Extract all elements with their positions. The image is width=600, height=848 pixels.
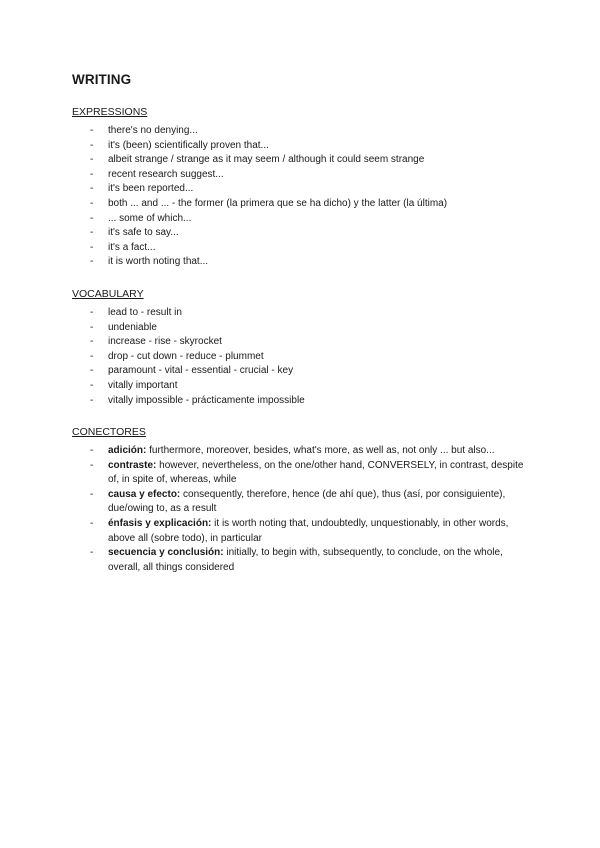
bullet-dash: - — [90, 350, 94, 362]
conectores-heading: CONECTORES — [72, 426, 146, 439]
connector-category-label: adición: — [108, 445, 147, 457]
list-item — [72, 488, 532, 517]
list-item — [72, 379, 532, 394]
connector-examples: consequently, therefore, hence (de ahí que), thus (así, por consiguiente), due/owing to, as a result — [108, 488, 506, 515]
list-item — [72, 182, 532, 197]
list-item-text: vitally important — [108, 379, 178, 391]
list-item — [72, 226, 532, 241]
list-item — [72, 241, 532, 256]
conectores-list — [72, 444, 532, 575]
document-page — [72, 72, 532, 592]
list-item — [72, 517, 532, 546]
list-item — [72, 168, 532, 183]
list-item — [72, 546, 532, 575]
list-item-text: there's no denying... — [108, 125, 198, 136]
list-item-text: it's been reported... — [108, 183, 194, 195]
list-item-text: increase - rise - skyrocket — [108, 336, 222, 348]
list-item-text: albeit strange / strange as it may seem / although it could seem strange — [108, 154, 425, 166]
connector-category-label: énfasis y explicación: — [108, 518, 212, 530]
bullet-dash: - — [90, 445, 94, 457]
list-item-text: it's (been) scientifically proven that... — [108, 139, 269, 151]
bullet-dash: - — [90, 394, 94, 406]
bullet-dash: - — [90, 197, 94, 209]
expressions-section — [72, 105, 532, 270]
bullet-dash: - — [90, 168, 94, 180]
list-item — [72, 255, 532, 270]
bullet-dash: - — [90, 488, 94, 500]
bullet-dash: - — [90, 139, 94, 151]
list-item-text: it's a fact... — [108, 241, 156, 253]
list-item — [72, 364, 532, 379]
list-item — [72, 350, 532, 365]
list-item-text: it's safe to say... — [108, 227, 179, 239]
connector-examples: furthermore, moreover, besides, what's more, as well as, not only ... but also... — [146, 445, 495, 457]
list-item-text: recent research suggest... — [108, 168, 224, 180]
bullet-dash: - — [90, 459, 94, 471]
list-item-text: it is worth noting that... — [108, 256, 209, 268]
bullet-dash: - — [90, 256, 94, 268]
list-item — [72, 139, 532, 154]
bullet-dash: - — [90, 365, 94, 377]
bullet-dash: - — [90, 154, 94, 166]
list-item-text: drop - cut down - reduce - plummet — [108, 350, 264, 362]
list-item-text: lead to - result in — [108, 306, 182, 318]
list-item-text: paramount - vital - essential - crucial - key — [108, 365, 294, 377]
list-item-text: undeniable — [108, 321, 157, 333]
bullet-dash: - — [90, 125, 94, 136]
bullet-dash: - — [90, 518, 94, 530]
bullet-dash: - — [90, 241, 94, 253]
expressions-list — [72, 124, 532, 270]
bullet-dash: - — [90, 306, 94, 318]
list-item — [72, 197, 532, 212]
vocabulary-heading: VOCABULARY — [72, 287, 144, 300]
list-item-text: vitally impossible - prácticamente impossible — [108, 394, 305, 406]
list-item — [72, 124, 532, 139]
conectores-section — [72, 425, 532, 575]
connector-examples: however, nevertheless, on the one/other hand, CONVERSELY, in contrast, despite of, in spite of, whereas, while — [108, 459, 524, 486]
connector-category-label: secuencia y conclusión: — [108, 547, 224, 559]
list-item — [72, 444, 532, 459]
list-item — [72, 212, 532, 227]
expressions-heading: EXPRESSIONS — [72, 106, 148, 118]
bullet-dash: - — [90, 227, 94, 239]
list-item — [72, 459, 532, 488]
bullet-dash: - — [90, 336, 94, 348]
list-item — [72, 321, 532, 336]
bullet-dash: - — [90, 547, 94, 559]
list-item-text: ... some of which... — [108, 212, 192, 224]
list-item-text: both ... and ... - the former (la primera que se ha dicho) y the latter (la última) — [108, 197, 448, 209]
connector-category-label: contraste: — [108, 459, 157, 471]
list-item — [72, 306, 532, 321]
connector-category-label: causa y efecto: — [108, 488, 181, 500]
bullet-dash: - — [90, 379, 94, 391]
bullet-dash: - — [90, 183, 94, 195]
list-item — [72, 153, 532, 168]
vocabulary-list — [72, 306, 532, 408]
connector-examples: initially, to begin with, subsequently, to conclude, on the whole, overall, all things considered — [108, 547, 503, 573]
page-title: WRITING — [72, 72, 132, 87]
connector-examples: it is worth noting that, undoubtedly, unquestionably, in other words, above all (sobre todo), in particular — [108, 518, 509, 544]
vocabulary-section — [72, 287, 532, 408]
list-item — [72, 335, 532, 350]
list-item — [72, 394, 532, 409]
bullet-dash: - — [90, 321, 94, 333]
bullet-dash: - — [90, 212, 94, 224]
